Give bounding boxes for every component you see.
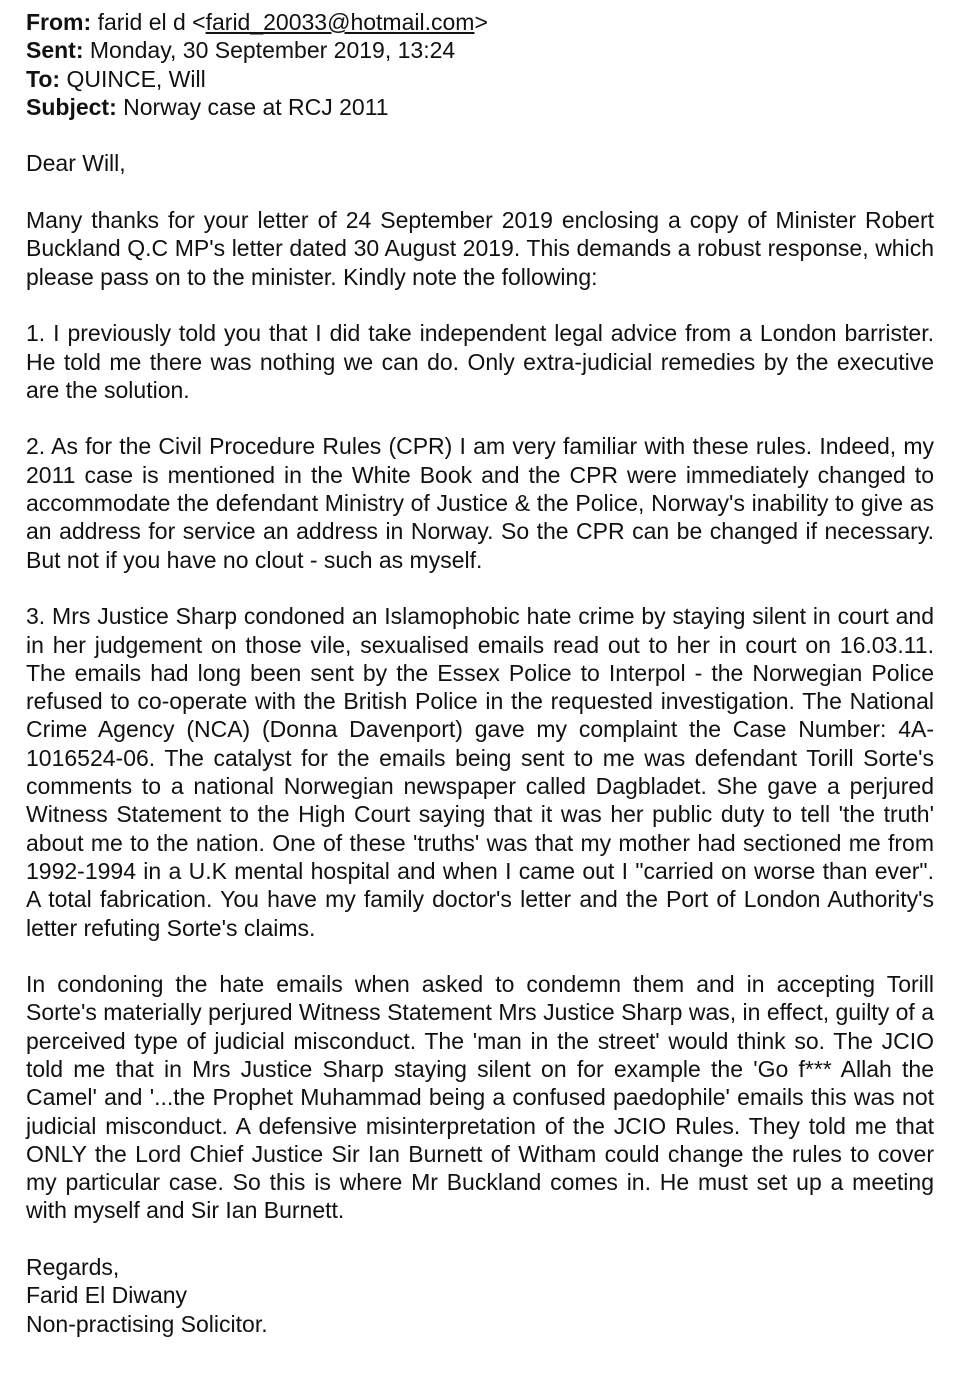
sent-label: Sent: — [26, 37, 84, 64]
subject-line — [26, 93, 934, 121]
sent-value: Monday, 30 September 2019, 13:24 — [89, 37, 456, 64]
paragraph-point-1: 1. I previously told you that I did take independent legal advice from a London barrister. He told me there was nothing we can do. Only extra-judicial remedies by the executive are the solution. — [26, 320, 934, 403]
signer-name: Farid El Diwany — [26, 1282, 188, 1309]
greeting: Dear Will, — [26, 150, 126, 177]
from-label: From: — [26, 9, 92, 35]
subject-label: Subject: — [26, 93, 117, 120]
from-close: > — [474, 9, 488, 35]
to-line — [26, 65, 934, 93]
paragraph-intro: Many thanks for your letter of 24 September 2019 enclosing a copy of Minister Robert Buckland Q.C MP's letter dated 30 August 2019. This demands a robust response, which please pass on to the minister. Kindly note the following: — [26, 207, 934, 290]
to-label: To: — [26, 65, 61, 92]
sent-line — [26, 36, 934, 64]
subject-value: Norway case at RCJ 2011 — [123, 93, 389, 120]
to-value: QUINCE, Will — [66, 65, 206, 92]
signer-title: Non-practising Solicitor. — [26, 1310, 268, 1337]
paragraph-point-3: 3. Mrs Justice Sharp condoned an Islamophobic hate crime by staying silent in court and in her judgement on those vile, sexualised emails read out to her in court on 16.03.11. The emails had long been sent by the Essex Police to Interpol - the Norwegian Police refused to co-operate with the British Police in the requested investigation. The National Crime Agency (NCA) (Donna Davenport) gave my complaint the Case Number: 4A-1016524-06. The catalyst for the emails being sent to me was defendant Torill Sorte's comments to a national Norwegian newspaper called Dagbladet. She gave a perjured Witness Statement to the High Court saying that it was her public duty to tell 'the truth' about me to the nation. One of these 'truths' was that my mother had sectioned me from 1992-1994 in a U.K mental hospital and when I came out I "carried on worse than ever". A total fabrication. You have my family doctor's letter and the Port of London Authority's letter refuting Sorte's claims. — [26, 603, 934, 941]
closing: Regards, — [26, 1254, 120, 1281]
paragraph-conclusion: In condoning the hate emails when asked to condemn them and in accepting Torill Sorte's materially perjured Witness Statement Mrs Justice Sharp was, in effect, guilty of a perceived type of judicial misconduct. The 'man in the street' would think so. The JCIO told me that in Mrs Justice Sharp staying silent on for example the 'Go f*** Allah the Camel' and '...the Prophet Muhammad being a confused paedophile' emails this was not judicial misconduct. A defensive misinterpretation of the JCIO Rules. They told me that ONLY the Lord Chief Justice Sir Ian Burnett of Witham could change the rules to cover my particular case. So this is where Mr Buckland comes in. He must set up a meeting with myself and Sir Ian Burnett. — [26, 971, 934, 1224]
from-email-link[interactable]: farid_20033@hotmail.com — [205, 9, 475, 35]
email-document — [26, 8, 934, 1338]
from-line — [26, 8, 934, 36]
paragraph-point-2: 2. As for the Civil Procedure Rules (CPR) I am very familiar with these rules. Indeed, my 2011 case is mentioned in the White Book and the CPR were immediately changed to accommodate the defendant Ministry of Justice & the Police, Norway's inability to give as an address for service an address in Norway. So the CPR can be changed if necessary. But not if you have no clout - such as myself. — [26, 433, 934, 573]
from-name: farid el d < — [97, 9, 206, 35]
